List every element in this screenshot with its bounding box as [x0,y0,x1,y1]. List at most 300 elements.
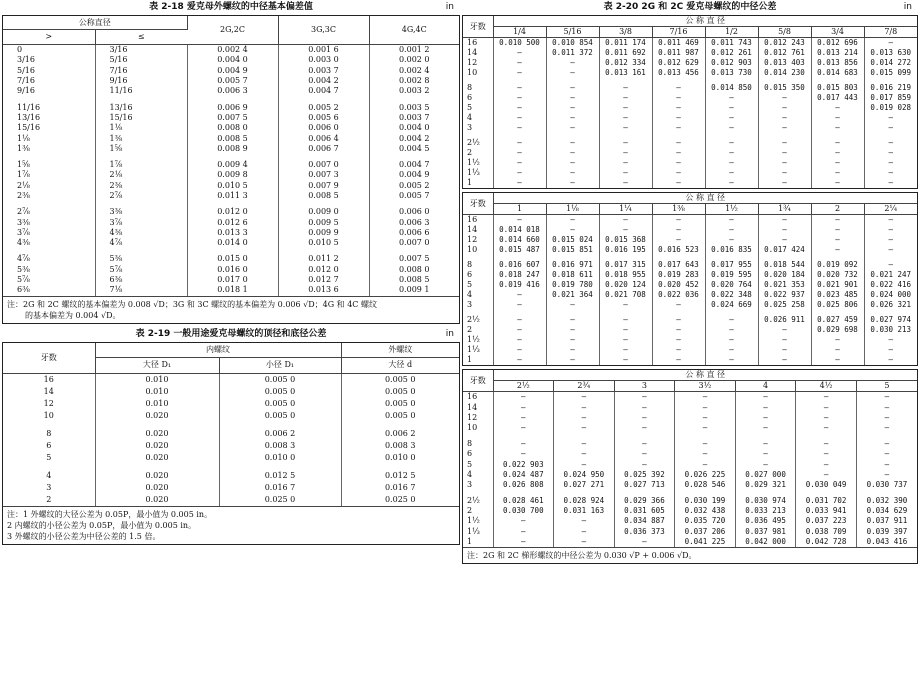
table-row [3,55,459,65]
unit-label: in [445,2,454,12]
external-major-tol: 0.025 0 [384,494,416,504]
table-row [463,235,917,245]
table-row [463,168,917,178]
tolerance-value: — [888,168,893,177]
tpi-value: 16 [463,215,493,226]
tolerance-value: — [652,103,705,113]
tpi-value: 6 [463,270,493,280]
tolerance-value: — [888,355,893,364]
tolerance-value: — [758,113,811,123]
tolerance-value: — [884,423,890,433]
tolerance-value: — [705,325,758,335]
internal-minor-tol: 0.008 3 [219,440,341,452]
tolerance-value: — [614,537,675,547]
tolerance-value: 0.013 856 [811,58,864,68]
tolerance-value: 0.036 373 [614,527,675,537]
value-2g2c: 0.010 5 [187,181,278,191]
tolerance-value: — [493,423,554,433]
tolerance-value: — [705,235,758,245]
tolerance-value: — [811,123,864,133]
tolerance-value: — [884,402,890,412]
value-2g2c: 0.008 5 [187,133,278,143]
tolerance-value: — [758,168,811,178]
tolerance-value: — [652,83,705,93]
tolerance-value: — [493,527,554,537]
table-row [463,270,917,280]
block-body [463,215,917,366]
tolerance-value: 0.010 854 [546,38,599,49]
internal-minor-tol: 0.010 0 [219,452,341,464]
tolerance-value: — [652,113,705,123]
value-3g3c: 0.006 7 [278,144,369,154]
header-external-major: 大径 d [341,357,459,373]
tolerance-value: — [758,225,811,235]
tolerance-value: 0.022 348 [705,290,758,300]
tolerance-value: 0.037 206 [675,527,736,537]
tolerance-value: — [554,516,615,526]
header-tpi: 牙数 [463,193,493,215]
tolerance-value: 0.012 334 [599,58,652,68]
tolerance-value: — [599,168,652,178]
tolerance-value: — [493,413,554,423]
tolerance-value: — [599,355,652,365]
tolerance-value: — [705,225,758,235]
table-row [463,113,917,123]
tpi-value: 2 [3,494,95,506]
diameter-from: 7/16 [3,76,95,86]
tolerance-value: 0.017 643 [652,260,705,270]
value-2g2c: 0.015 0 [187,254,278,264]
tolerance-value: 0.015 368 [599,235,652,245]
diameter-from: 2⅛ [3,181,95,191]
tolerance-value: 0.019 595 [705,270,758,280]
tolerance-value: 0.011 174 [599,38,652,49]
tolerance-value: — [546,325,599,335]
tolerance-value: 0.015 487 [493,245,546,255]
tolerance-value: — [546,58,599,68]
table-row [3,494,459,506]
tolerance-value: — [811,355,864,365]
tolerance-value: — [599,215,652,226]
tolerance-value: 0.036 495 [735,516,796,526]
tolerance-value: — [546,113,599,123]
tolerance-value: 0.041 225 [675,537,736,547]
diameter-to: 5/16 [95,55,187,65]
tolerance-value: — [796,423,857,433]
header-size: 7/16 [652,27,705,38]
tolerance-value: 0.028 461 [493,496,554,506]
diameter-to: 9/16 [95,76,187,86]
tolerance-value: — [652,345,705,355]
tolerance-value: — [675,449,736,459]
table-row [3,170,459,180]
tolerance-value: 0.011 372 [546,48,599,58]
tolerance-value: — [493,58,546,68]
diameter-to: 3/16 [95,45,187,56]
tpi-value: 1⅓ [463,527,493,537]
tolerance-value: — [811,235,864,245]
tolerance-value: — [811,335,864,345]
diameter-to: 6⅜ [95,275,187,285]
tolerance-value: — [735,459,796,469]
diameter-to: 11/16 [95,86,187,96]
header-size: 1¼ [599,204,652,215]
external-major-tol: 0.005 0 [384,374,416,384]
tolerance-value: — [705,168,758,178]
header-tpi: 牙数 [3,343,95,374]
internal-major-tol: 0.020 [95,452,219,464]
diameter-to: 13/16 [95,102,187,112]
header-size: 2¼ [864,204,917,215]
tolerance-value: — [735,423,796,433]
header-size: 5/16 [546,27,599,38]
value-4g4c: 0.003 7 [398,112,430,122]
tolerance-value: — [652,315,705,325]
value-3g3c: 0.008 5 [278,191,369,201]
tpi-value: 14 [3,386,95,398]
table-2-20 [462,15,918,564]
internal-major-tol: 0.020 [95,428,219,440]
tolerance-value: — [554,537,615,547]
header-internal-major: 大径 D₁ [95,357,219,373]
table-row [3,86,459,96]
diameter-from: 6⅜ [3,285,95,295]
tolerance-value: — [758,138,811,148]
header-nominal-diameter: 公 称 直 径 [493,16,917,27]
tolerance-value: — [888,260,893,269]
tolerance-value: — [614,423,675,433]
internal-major-tol: 0.020 [95,410,219,422]
tolerance-value: — [705,335,758,345]
table-2-19-caption: 表 2-19 一般用途爱克母螺纹的顶径和底径公差 in [2,327,460,342]
tolerance-value: 0.021 247 [870,270,912,279]
tolerance-value: 0.030 199 [675,496,736,506]
diameter-to: 7⅛ [95,285,187,295]
value-2g2c: 0.011 3 [187,191,278,201]
tolerance-value: 0.029 321 [735,480,796,490]
tpi-value: 3 [463,123,493,133]
table-row [3,181,459,191]
value-3g3c: 0.006 0 [278,123,369,133]
diameter-to: 1⅜ [95,133,187,143]
tolerance-value: — [811,245,864,255]
left-column [2,0,460,545]
internal-major-tol: 0.020 [95,470,219,482]
tpi-value: 10 [463,245,493,255]
value-4g4c: 0.007 0 [398,238,430,248]
tolerance-value: — [705,315,758,325]
tolerance-value: — [554,439,615,449]
table-row [463,439,917,449]
table-row [463,459,917,469]
value-2g2c: 0.016 0 [187,265,278,275]
tolerance-value: 0.027 713 [614,480,675,490]
tolerance-value: — [546,138,599,148]
tpi-value: 12 [463,58,493,68]
value-3g3c: 0.003 7 [278,66,369,76]
tpi-value: 8 [463,260,493,270]
tolerance-value: 0.024 669 [705,300,758,310]
value-2g2c: 0.012 6 [187,217,278,227]
tolerance-value: — [811,138,864,148]
tolerance-value: — [599,123,652,133]
diameter-to: 5⅞ [95,265,187,275]
tolerance-value: — [546,93,599,103]
tolerance-value: — [888,178,893,187]
tolerance-value: — [888,245,893,254]
tolerance-value: — [675,402,736,412]
tolerance-value: — [705,215,758,226]
tolerance-value: — [811,215,864,226]
tolerance-value: — [652,123,705,133]
tpi-value: 6 [463,93,493,103]
header-size: 1¾ [758,204,811,215]
tolerance-value: 0.015 851 [546,245,599,255]
table-row [3,217,459,227]
table-row [463,290,917,300]
tolerance-value: — [888,215,893,224]
internal-major-tol: 0.020 [95,440,219,452]
value-4g4c: 0.004 2 [398,133,430,143]
tolerance-value: — [546,225,599,235]
tolerance-value: 0.018 247 [493,270,546,280]
tpi-value: 10 [3,410,95,422]
value-3g3c: 0.012 0 [278,265,369,275]
tolerance-value: — [884,392,890,402]
tpi-value: 1½ [463,335,493,345]
tolerance-value: — [705,158,758,168]
tpi-value: 6 [463,449,493,459]
tolerance-value: 0.026 911 [758,315,811,325]
diameter-to: 4⅜ [95,228,187,238]
header-tpi: 牙数 [463,370,493,392]
tolerance-value: — [758,345,811,355]
diameter-from: 13/16 [3,113,95,123]
tolerance-value: — [652,325,705,335]
tolerance-value: 0.017 315 [599,260,652,270]
tolerance-value: — [758,335,811,345]
table-row [3,410,459,422]
tolerance-value: — [796,449,857,459]
table-row [463,300,917,310]
tolerance-value: — [554,449,615,459]
header-size: 4 [735,381,796,392]
diameter-from: 1⅜ [3,144,95,154]
external-major-tol: 0.016 7 [384,482,416,492]
table-row [463,345,917,355]
table-row [3,66,459,76]
tolerance-value: — [546,345,599,355]
tpi-value: 2 [463,506,493,516]
value-4g4c: 0.002 0 [398,55,430,65]
internal-minor-tol: 0.005 0 [219,373,341,386]
value-2g2c: 0.014 0 [187,238,278,248]
tpi-value: 1⅓ [463,168,493,178]
tolerance-value: 0.013 214 [811,48,864,58]
tolerance-value: 0.020 764 [705,280,758,290]
tolerance-value: 0.012 696 [811,38,864,49]
header-size: 3/8 [599,27,652,38]
tolerance-value: — [546,68,599,78]
tolerance-value: — [493,449,554,459]
value-3g3c: 0.004 7 [278,86,369,96]
tolerance-value: — [599,138,652,148]
header-col-2g2c: 2G,2C [187,16,278,45]
tolerance-value: — [811,148,864,158]
tolerance-value: — [811,345,864,355]
tolerance-value: — [796,459,857,469]
internal-major-tol: 0.010 [95,398,219,410]
tpi-value: 16 [463,392,493,403]
tolerance-value: — [705,138,758,148]
header-internal-minor: 小径 D₁ [219,357,341,373]
table-2-18-note: 注：2G 和 2C 螺纹的基本偏差为 0.008 √D；3G 和 3C 螺纹的基本偏差为 0.006 √D；4G 和 4C 螺纹 的基本偏差为 0.004 √D。 [3,296,459,323]
tolerance-value: — [811,168,864,178]
table-2-19-note: 注：1 外螺纹的大径公差为 0.05P，最小值为 0.005 in。 2 内螺纹的小径公差为 0.05P，最小值为 0.005 in。 3 外螺纹的小径公差为中径公差的 1.5 倍。 [3,506,459,544]
tolerance-value: — [796,470,857,480]
value-3g3c: 0.007 9 [278,181,369,191]
tolerance-value: — [614,402,675,412]
tolerance-value: 0.034 629 [866,506,908,516]
tpi-value: 1 [463,355,493,365]
tolerance-value: — [599,345,652,355]
value-4g4c: 0.009 1 [398,285,430,295]
tolerance-value: — [652,168,705,178]
internal-minor-tol: 0.012 5 [219,470,341,482]
tolerance-value: — [493,345,546,355]
diameter-from: 3⅜ [3,217,95,227]
table-row [3,113,459,123]
table-row [3,45,459,56]
value-3g3c: 0.009 0 [278,207,369,217]
diameter-from: 1⅞ [3,170,95,180]
tolerance-value: 0.016 195 [599,245,652,255]
value-2g2c: 0.009 8 [187,170,278,180]
tolerance-value: — [599,148,652,158]
tolerance-value: 0.019 283 [652,270,705,280]
tolerance-value: — [554,392,615,403]
table-row [463,260,917,270]
tolerance-value: — [546,335,599,345]
table-row [463,315,917,325]
table-row [463,178,917,188]
table-row [463,225,917,235]
tolerance-value: — [599,300,652,310]
diameter-from: 2⅞ [3,207,95,217]
value-3g3c: 0.005 6 [278,113,369,123]
tolerance-value: — [675,423,736,433]
tolerance-value: 0.017 859 [870,93,912,102]
internal-minor-tol: 0.006 2 [219,428,341,440]
tolerance-value: — [705,113,758,123]
tolerance-value: 0.011 469 [652,38,705,49]
value-3g3c: 0.010 5 [278,238,369,248]
tolerance-value: 0.017 443 [811,93,864,103]
table-row [463,506,917,516]
value-2g2c: 0.013 3 [187,228,278,238]
tolerance-value: 0.027 459 [811,315,864,325]
table-2-20-caption: 表 2-20 2G 和 2C 爱克母螺纹的中径公差 in [462,0,918,15]
tolerance-value: 0.013 403 [758,58,811,68]
tolerance-value: 0.014 230 [758,68,811,78]
tolerance-value: 0.020 124 [599,280,652,290]
tolerance-value: — [758,103,811,113]
value-4g4c: 0.006 6 [398,227,430,237]
tolerance-value: 0.023 485 [811,290,864,300]
tpi-value: 4 [463,470,493,480]
tolerance-value: — [546,168,599,178]
value-3g3c: 0.003 0 [278,55,369,65]
diameter-to: 1⅛ [95,123,187,133]
tpi-value: 14 [463,48,493,58]
right-column [462,0,918,567]
tolerance-value: 0.016 835 [705,245,758,255]
tolerance-value: 0.015 024 [546,235,599,245]
table-row [463,280,917,290]
value-3g3c: 0.012 7 [278,275,369,285]
tolerance-value: — [811,158,864,168]
tolerance-value: — [888,345,893,354]
tolerance-value: 0.013 730 [705,68,758,78]
unit-label: in [903,2,912,12]
tolerance-value: 0.029 366 [614,496,675,506]
value-2g2c: 0.002 4 [187,45,278,56]
tolerance-value: — [493,325,546,335]
tpi-value: 10 [463,423,493,433]
tolerance-value: — [493,537,554,547]
table-row [463,392,917,403]
tolerance-value: 0.027 974 [870,315,912,324]
header-nominal-diameter: 公称直径 [3,16,187,30]
tolerance-value: — [652,355,705,365]
header-size: 1 [493,204,546,215]
internal-minor-tol: 0.005 0 [219,410,341,422]
tolerance-value: — [546,158,599,168]
tpi-value: 8 [463,83,493,93]
value-4g4c: 0.006 0 [398,207,430,217]
tolerance-value: 0.035 720 [675,516,736,526]
table-2-20-note: 注：2G 和 2C 梯形螺纹的中径公差为 0.030 √P + 0.006 √D。 [463,547,917,563]
tolerance-value: — [493,290,546,300]
tpi-value: 3 [3,482,95,494]
tolerance-value: — [493,335,546,345]
diameter-from: 5⅜ [3,265,95,275]
tpi-value: 12 [463,235,493,245]
internal-major-tol: 0.010 [95,386,219,398]
diameter-from: 5/16 [3,66,95,76]
tolerance-value: — [652,335,705,345]
external-major-tol: 0.008 3 [384,440,416,450]
table-row [463,355,917,365]
value-2g2c: 0.018 1 [187,285,278,295]
internal-minor-tol: 0.005 0 [219,386,341,398]
tpi-value: 5 [3,452,95,464]
table-2-19 [2,342,460,545]
tolerance-value: — [546,215,599,226]
tolerance-value: — [884,449,890,459]
external-major-tol: 0.005 0 [384,410,416,420]
tolerance-value: — [675,413,736,423]
tolerance-value: — [493,148,546,158]
value-2g2c: 0.004 0 [187,55,278,65]
tolerance-value: 0.012 261 [705,48,758,58]
tolerance-value: 0.016 971 [546,260,599,270]
value-2g2c: 0.006 3 [187,86,278,96]
tolerance-value: — [493,439,554,449]
tpi-value: 14 [463,225,493,235]
tolerance-value: 0.026 808 [493,480,554,490]
tolerance-value: 0.020 452 [652,280,705,290]
